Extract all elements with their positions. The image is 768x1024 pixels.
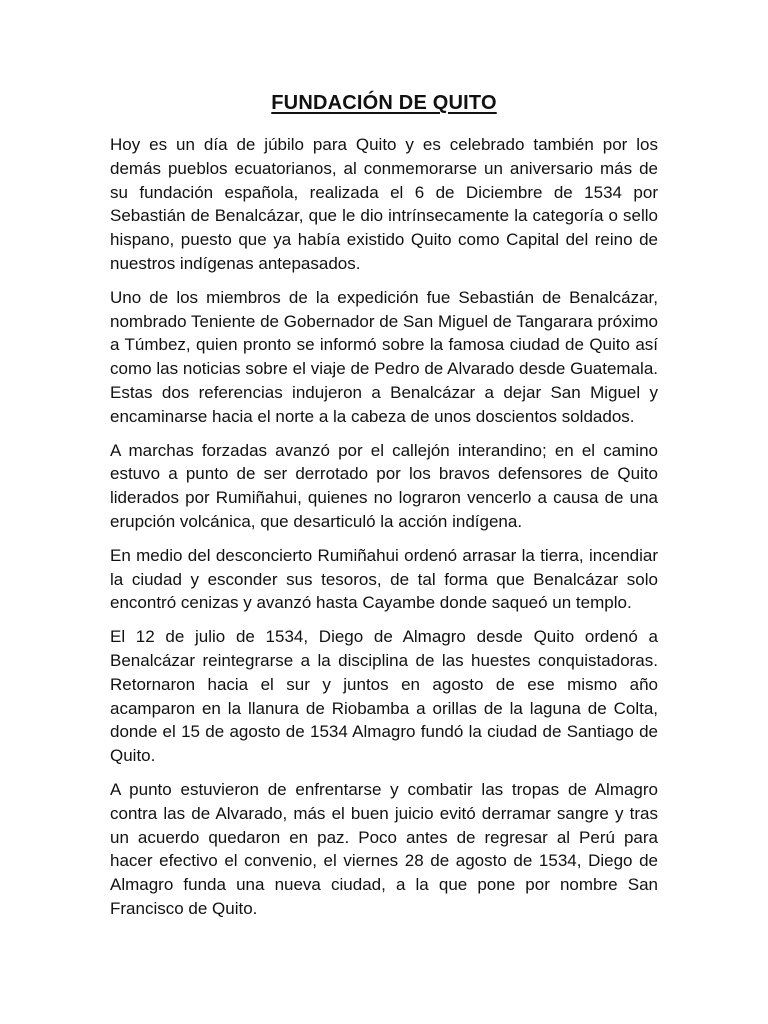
paragraph-6: A punto estuvieron de enfrentarse y combatir las tropas de Almagro contra las de Alvarado, más el buen juicio evitó derramar sangre y tras un acuerdo quedaron en paz. Poco antes de regresar al Perú para hacer efectivo el convenio, el viernes 28 de agosto de 1534, Diego de Almagro funda una nueva ciudad, a la que pone por nombre San Francisco de Quito. bbox=[110, 779, 658, 918]
paragraph-5: El 12 de julio de 1534, Diego de Almagro desde Quito ordenó a Benalcázar reintegrarse a la disciplina de las huestes conquistadoras. Retornaron hacia el sur y juntos en agosto de ese mismo año acamparon en la llanura de Riobamba a orillas de la laguna de Colta, donde el 15 de agosto de 1534 Almagro fundó la ciudad de Santiago de Quito. bbox=[110, 627, 658, 766]
paragraph-3: A marchas forzadas avanzó por el callejón interandino; en el camino estuvo a punto de ser derrotado por los bravos defensores de Quito liderados por Rumiñahui, quienes no lograron vencerlo a causa de una erupción volcánica, que desarticuló la acción indígena. bbox=[110, 440, 658, 531]
paragraph-1: Hoy es un día de júbilo para Quito y es celebrado también por los demás pueblos ecuatorianos, al conmemorarse un aniversario más de su fundación española, realizada el 6 de Diciembre de 1534 por Sebastián de Benalcázar, que le dio intrínsecamente la categoría o sello hispano, puesto que ya había existido Quito como Capital del reino de nuestros indígenas antepasados. bbox=[110, 135, 658, 273]
paragraph-4: En medio del desconcierto Rumiñahui ordenó arrasar la tierra, incendiar la ciudad y esconder sus tesoros, de tal forma que Benalcázar solo encontró cenizas y avanzó hasta Cayambe donde saqueó un templo. bbox=[110, 545, 658, 613]
document-title: FUNDACIÓN DE QUITO bbox=[271, 92, 497, 114]
paragraph-2: Uno de los miembros de la expedición fue Sebastián de Benalcázar, nombrado Teniente de Gobernador de San Miguel de Tangarara próximo a Túmbez, quien pronto se informó sobre la famosa ciudad de Quito así como las noticias sobre el viaje de Pedro de Alvarado desde Guatemala. Estas dos referencias indujeron a Benalcázar a dejar San Miguel y encaminarse hacia el norte a la cabeza de unos doscientos soldados. bbox=[110, 287, 658, 426]
document-body bbox=[110, 133, 658, 931]
